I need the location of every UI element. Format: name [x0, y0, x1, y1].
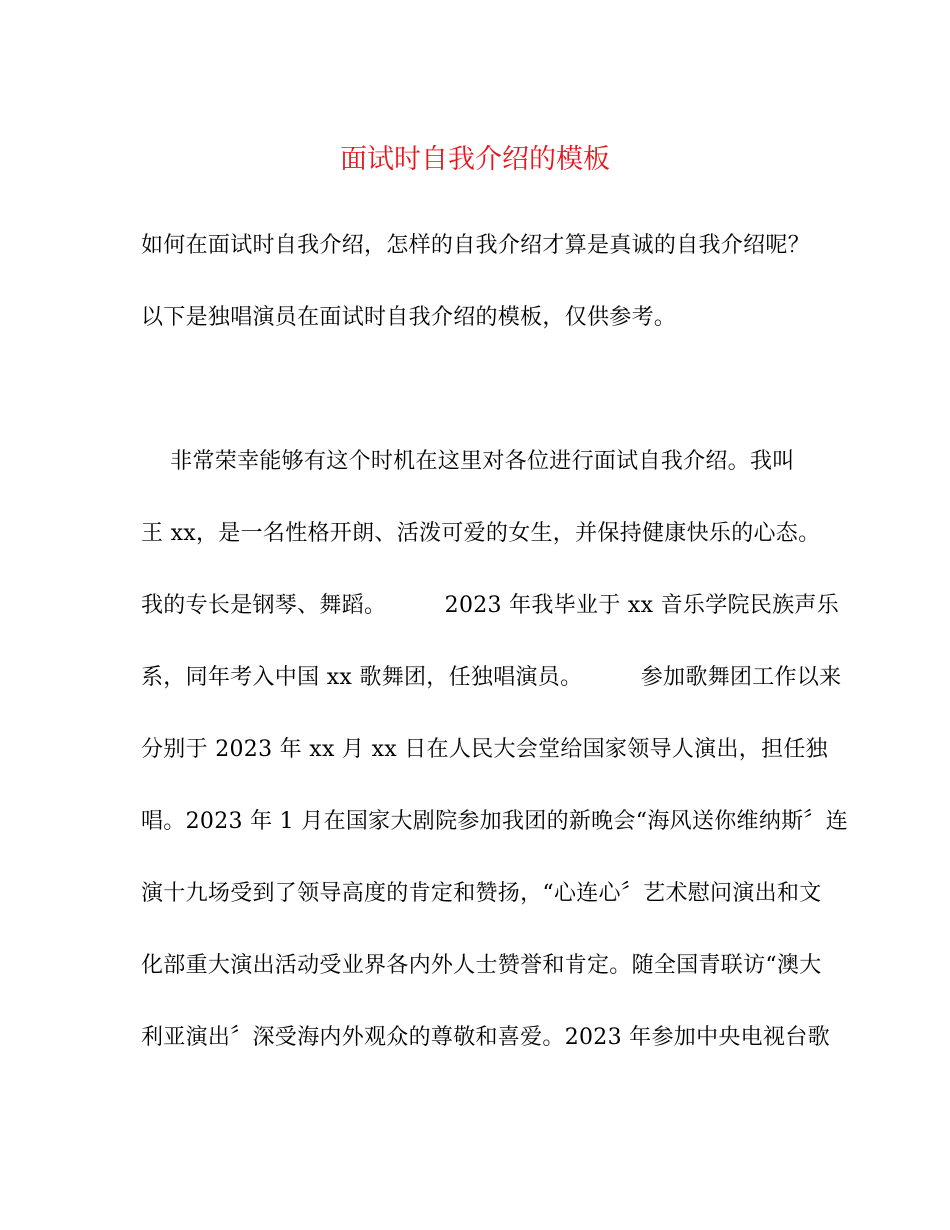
body-line: 非常荣幸能够有这个时机在这里对各位进行面试自我介绍。我叫	[141, 449, 795, 474]
body-line: 王 xx，是一名性格开朗、活泼可爱的女生，并保持健康快乐的心态。	[141, 521, 821, 546]
body-line: 化部重大演出活动受业界各内外人士赞誉和肯定。随全国青联访“澳大	[141, 953, 822, 978]
document-title: 面试时自我介绍的模板	[340, 144, 610, 175]
body-line: 系，同年考入中国 xx 歌舞团，任独唱演员。 参加歌舞团工作以来	[141, 665, 842, 690]
body-line: 利亚演出〞深受海内外观众的尊敬和喜爱。2023 年参加中央电视台歌	[141, 1025, 830, 1050]
body-line: 我的专长是钢琴、舞蹈。 2023 年我毕业于 xx 音乐学院民族声乐	[141, 593, 840, 618]
intro-line: 以下是独唱演员在面试时自我介绍的模板，仅供参考。	[141, 305, 677, 330]
body-line: 唱。2023 年 1 月在国家大剧院参加我团的新晚会“海风送你维纳斯〞连	[141, 809, 849, 834]
body-line: 分别于 2023 年 xx 月 xx 日在人民大会堂给国家领导人演出，担任独	[141, 737, 828, 762]
intro-line: 如何在面试时自我介绍，怎样的自我介绍才算是真诚的自我介绍呢？	[141, 233, 811, 258]
body-line: 演十九场受到了领导高度的肯定和赞扬，“心连心〞艺术慰问演出和文	[141, 881, 822, 906]
